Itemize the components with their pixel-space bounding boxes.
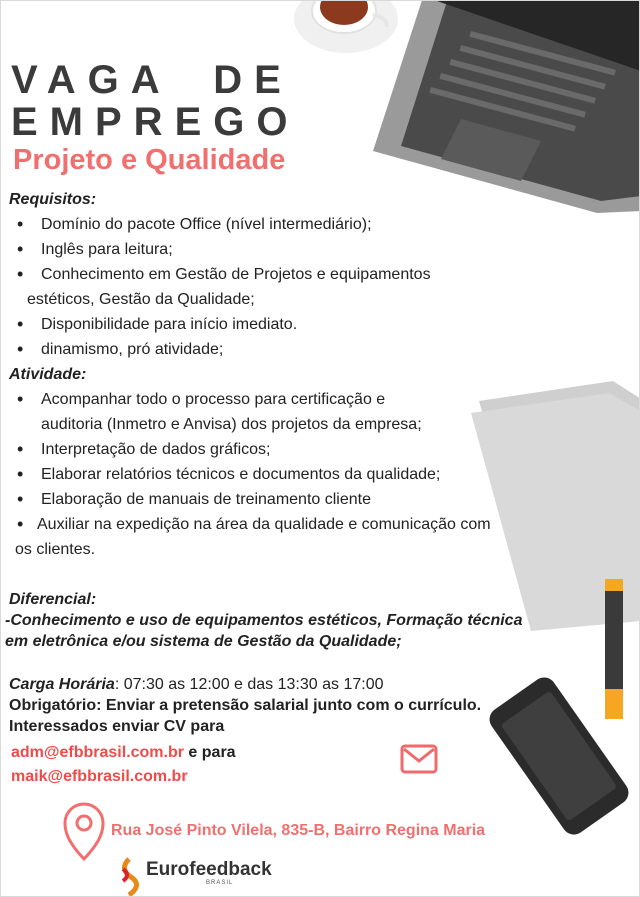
company-logo-sub: BRASIL [206, 880, 234, 886]
eurofeedback-logo-icon [123, 859, 137, 895]
list-item-continuation: estéticos, Gestão da Qualidade; [27, 291, 255, 308]
list-item: • dinamismo, pró atividade; [9, 337, 569, 362]
email-link-adm[interactable]: adm@efbbrasil.com.br [11, 744, 184, 761]
company-logo-name: Eurofeedback [146, 859, 272, 880]
obrigatorio-text: Obrigatório: Enviar a pretensão salarial junto com o currículo. [9, 697, 482, 714]
diferencial-heading: Diferencial: [9, 591, 97, 608]
title-line-1: VAGA DE [11, 58, 293, 102]
diferencial-section [5, 589, 569, 652]
coffee-cup-icon [294, 1, 398, 53]
requisitos-section [9, 187, 569, 362]
list-item-continuation: auditoria (Inmetro e Anvisa) dos projetos da empresa; [41, 416, 422, 433]
email-link-maik[interactable]: maik@efbbrasil.com.br [11, 768, 188, 785]
list-item: • Auxiliar na expedição na área da qualidade e comunicação com [9, 512, 569, 537]
carga-label: Carga Horária [9, 676, 115, 693]
job-subtitle: Projeto e Qualidade [13, 144, 286, 176]
carga-section [9, 674, 569, 737]
company-address: Rua José Pinto Vilela, 835-B, Bairro Regina Maria [111, 822, 486, 839]
list-item: • Inglês para leitura; [9, 237, 569, 262]
diferencial-line-1: -Conhecimento e uso de equipamentos estéticos, Formação técnica [5, 612, 523, 629]
requisitos-heading: Requisitos: [9, 191, 97, 208]
atividade-section [9, 362, 569, 562]
e-para-text: e para [183, 744, 236, 761]
pen-icon [605, 579, 623, 719]
title-line-2: EMPREGO [11, 100, 300, 144]
list-item: • Interpretação de dados gráficos; [9, 437, 569, 462]
interessados-text: Interessados enviar CV para [9, 718, 225, 735]
list-item: • Acompanhar todo o processo para certificação e [9, 387, 569, 412]
list-item: • Elaborar relatórios técnicos e documentos da qualidade; [9, 462, 569, 487]
diferencial-line-2: em eletrônica e/ou sistema de Gestão da Qualidade; [5, 633, 402, 650]
list-item: • Domínio do pacote Office (nível intermediário); [9, 212, 569, 237]
carga-horaria [9, 674, 569, 695]
list-item: • Elaboração de manuais de treinamento cliente [9, 487, 569, 512]
laptop-icon [373, 1, 640, 213]
contact-emails [11, 741, 571, 789]
list-item-continuation: os clientes. [15, 541, 96, 558]
carga-value: : 07:30 as 12:00 e das 13:30 as 17:00 [114, 676, 384, 693]
atividade-heading: Atividade: [9, 366, 87, 383]
location-pin-icon [65, 804, 103, 859]
list-item: • Disponibilidade para início imediato. [9, 312, 569, 337]
list-item: • Conhecimento em Gestão de Projetos e equipamentos [9, 262, 569, 287]
